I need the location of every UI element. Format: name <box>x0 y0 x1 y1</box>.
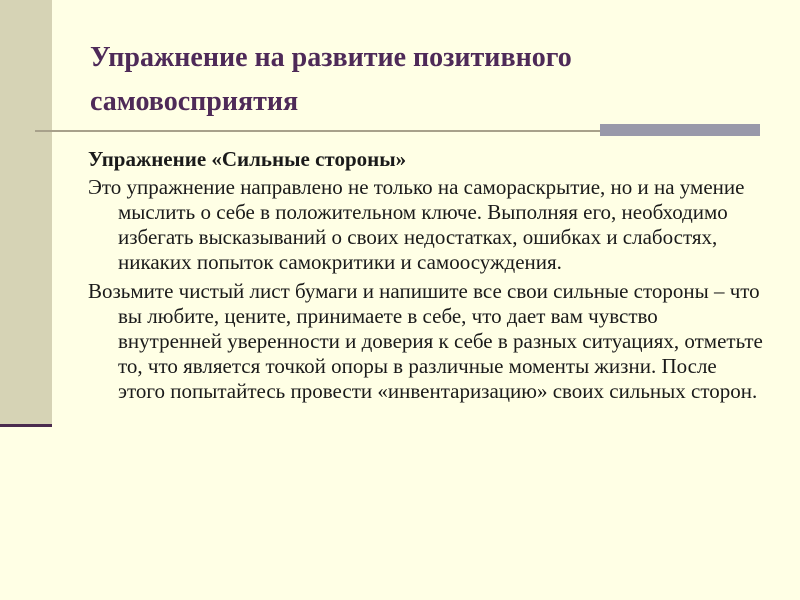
slide-title: Упражнение на развитие позитивного самовосприятия <box>90 42 572 117</box>
paragraph-description: Это упражнение направлено не только на самораскрытие, но и на умение мыслить о себе в положительном ключе. Выполняя его, необходимо избегать высказываний о своих недостатках, ошибках и слабостях, никаких попыток самокритики и самоосуждения. <box>88 175 745 274</box>
left-bar-underline <box>0 424 52 427</box>
title-divider <box>35 130 600 132</box>
exercise-subtitle: Упражнение «Сильные стороны» <box>88 147 407 171</box>
slide-body <box>88 147 763 408</box>
paragraph-instructions: Возьмите чистый лист бумаги и напишите все свои сильные стороны – что вы любите, цените, принимаете в себе, что дает вам чувство внутренней уверенности и доверия к себе в разных ситуациях, отметьте то, что является точкой опоры в различные моменты жизни. После этого попытайтесь провести «инвентаризацию» своих сильных сторон. <box>88 279 763 403</box>
left-decorative-bar <box>0 0 52 425</box>
title-accent-block <box>600 124 760 136</box>
